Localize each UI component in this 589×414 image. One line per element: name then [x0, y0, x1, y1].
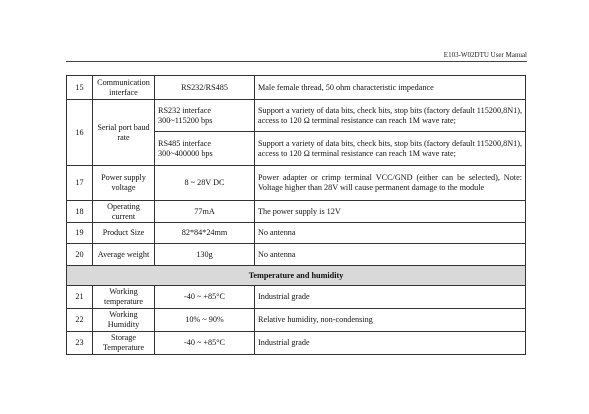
header-divider [66, 61, 527, 62]
param-description: Support a variety of data bits, check bits, stop bits (factory default 115200,8N1), access to 120 Ω terminal resistance can reach 1M wave rate; [255, 100, 526, 132]
table-row [67, 332, 526, 355]
table-row [67, 100, 526, 132]
section-title: Temperature and humidity [67, 266, 526, 286]
param-name: Working temperature [93, 286, 155, 309]
param-description: Power adapter or crimp terminal VCC/GND (either can be selected), Note: Voltage higher than 28V will cause permanent damage to the module [255, 166, 526, 201]
param-description: Relative humidity, non-condensing [255, 309, 526, 332]
param-value: -40 ~ +85°C [155, 332, 255, 355]
param-description: No antenna [255, 223, 526, 244]
param-value: -40 ~ +85°C [155, 286, 255, 309]
param-name: Average weight [93, 244, 155, 266]
param-name: Working Humidity [93, 309, 155, 332]
table-row [67, 244, 526, 266]
param-value: 8 ~ 28V DC [155, 166, 255, 201]
param-value: 130g [155, 244, 255, 266]
param-description: Support a variety of data bits, check bits, stop bits (factory default 115200,8N1), access to 120 Ω terminal resistance can reach 1M wave rate; [255, 132, 526, 166]
section-header-row [67, 266, 526, 286]
param-name: Serial port baud rate [93, 100, 155, 166]
param-name: Storage Temperature [93, 332, 155, 355]
param-name: Communication interface [93, 76, 155, 100]
row-number: 17 [67, 166, 93, 201]
param-value: 77mA [155, 201, 255, 223]
param-name: Product Size [93, 223, 155, 244]
param-value: RS232/RS485 [155, 76, 255, 100]
row-number: 19 [67, 223, 93, 244]
param-description: The power supply is 12V [255, 201, 526, 223]
row-number: 21 [67, 286, 93, 309]
param-description: No antenna [255, 244, 526, 266]
table-row [67, 286, 526, 309]
param-value: 82*84*24mm [155, 223, 255, 244]
param-name: Power supply voltage [93, 166, 155, 201]
row-number: 20 [67, 244, 93, 266]
row-number: 18 [67, 201, 93, 223]
table-row [67, 166, 526, 201]
table-row [67, 201, 526, 223]
row-number: 16 [67, 100, 93, 166]
spec-table [66, 75, 526, 355]
param-value: 10% ~ 90% [155, 309, 255, 332]
table-row [67, 223, 526, 244]
row-number: 23 [67, 332, 93, 355]
table-row [67, 309, 526, 332]
row-number: 15 [67, 76, 93, 100]
param-name: Operating current [93, 201, 155, 223]
param-description: Industrial grade [255, 332, 526, 355]
param-description: Industrial grade [255, 286, 526, 309]
param-description: Male female thread, 50 ohm characteristic impedance [255, 76, 526, 100]
param-value: RS232 interface 300~115200 bps [155, 100, 255, 132]
document-header-title: E103-W02DTU User Manual [443, 51, 527, 59]
table-row [67, 76, 526, 100]
row-number: 22 [67, 309, 93, 332]
param-value: RS485 interface 300~400000 bps [155, 132, 255, 166]
